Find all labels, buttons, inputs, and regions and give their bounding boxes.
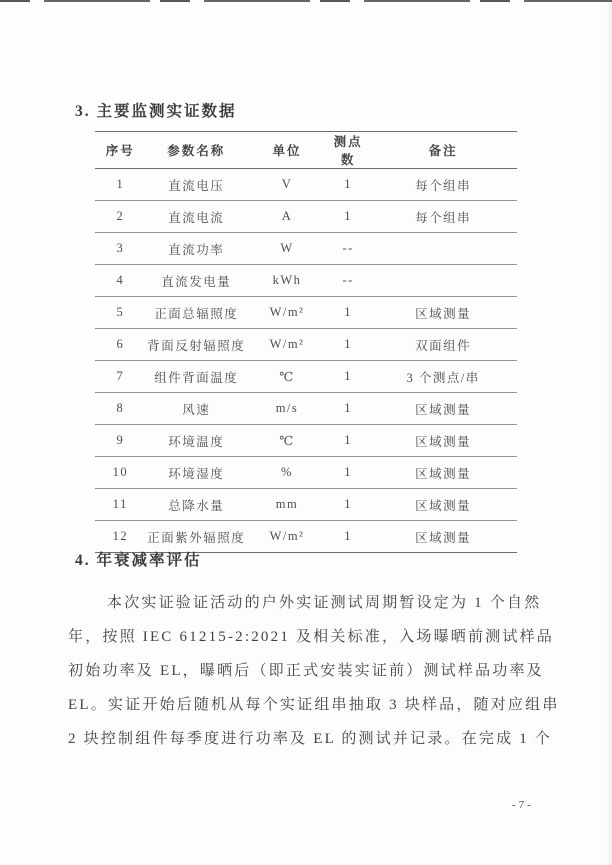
table-cell: 区域测量 (369, 457, 517, 489)
paragraph-line: 年，按照 IEC 61215-2:2021 及相关标准，入场曝晒前测试样品 (68, 629, 554, 645)
table-cell: 5 (95, 297, 146, 329)
table-cell: 3 个测点/串 (369, 361, 517, 393)
table-row (95, 169, 517, 201)
table-cell: m/s (247, 393, 327, 425)
section-4-heading: 4. 年衰减率评估 (75, 552, 202, 569)
section-3-heading: 3. 主要监测实证数据 (75, 103, 237, 120)
paragraph-line: 初始功率及 EL，曝晒后（即正式安装实证前）测试样品功率及 (68, 663, 544, 679)
table-header-row (95, 132, 517, 169)
table-cell: 正面总辐照度 (146, 297, 247, 329)
table-cell: 区域测量 (369, 425, 517, 457)
table-cell: 区域测量 (369, 489, 517, 521)
table-cell: 双面组件 (369, 329, 517, 361)
table-cell: V (247, 169, 327, 201)
table-cell: 8 (95, 393, 146, 425)
table-cell: 1 (327, 329, 369, 361)
table-row (95, 393, 517, 425)
table-cell: 直流发电量 (146, 265, 247, 297)
table-cell: 11 (95, 489, 146, 521)
scan-artifact-right-edge (606, 0, 612, 865)
table-cell: 1 (327, 169, 369, 201)
table-cell: mm (247, 489, 327, 521)
table-cell: ℃ (247, 425, 327, 457)
column-header-index: 序号 (95, 132, 146, 169)
column-header-point-count: 测点数 (327, 132, 369, 169)
section-4-paragraph (68, 586, 560, 756)
table-cell: kWh (247, 265, 327, 297)
table-row (95, 297, 517, 329)
table-cell: 环境湿度 (146, 457, 247, 489)
table-cell: 1 (327, 201, 369, 233)
monitoring-table-body (95, 169, 517, 553)
table-cell: 1 (95, 169, 146, 201)
table-row (95, 489, 517, 521)
table-cell: 每个组串 (369, 201, 517, 233)
table-cell: ℃ (247, 361, 327, 393)
table-cell: -- (327, 233, 369, 265)
table-cell: 直流功率 (146, 233, 247, 265)
table-cell: 风速 (146, 393, 247, 425)
table-cell: 1 (327, 361, 369, 393)
table-cell: 1 (327, 297, 369, 329)
table-row (95, 233, 517, 265)
table-cell: A (247, 201, 327, 233)
table-cell: 直流电压 (146, 169, 247, 201)
table-cell: % (247, 457, 327, 489)
column-header-remark: 备注 (369, 132, 517, 169)
table-cell: 1 (327, 425, 369, 457)
paragraph-line: 本次实证验证活动的户外实证测试周期暂设定为 1 个自然 (107, 595, 542, 611)
table-cell: 6 (95, 329, 146, 361)
table-cell: 区域测量 (369, 393, 517, 425)
table-cell: 直流电流 (146, 201, 247, 233)
table-cell: -- (327, 265, 369, 297)
table-cell: 1 (327, 521, 369, 553)
table-cell: W/m² (247, 521, 327, 553)
paragraph-line: EL。实证开始后随机从每个实证组串抽取 3 块样品，随对应组串 (68, 697, 560, 713)
paragraph-line: 2 块控制组件每季度进行功率及 EL 的测试并记录。在完成 1 个 (68, 731, 553, 747)
table-cell: 背面反射辐照度 (146, 329, 247, 361)
page-number: -7- (512, 799, 534, 811)
table-cell: 1 (327, 393, 369, 425)
table-cell: 正面紫外辐照度 (146, 521, 247, 553)
table-row (95, 201, 517, 233)
table-cell: 1 (327, 457, 369, 489)
table-row (95, 329, 517, 361)
table-cell: 总降水量 (146, 489, 247, 521)
column-header-unit: 单位 (247, 132, 327, 169)
table-cell: 9 (95, 425, 146, 457)
column-header-parameter: 参数名称 (146, 132, 247, 169)
table-cell: 组件背面温度 (146, 361, 247, 393)
table-row (95, 265, 517, 297)
table-cell: W/m² (247, 297, 327, 329)
table-cell: 1 (327, 489, 369, 521)
table-cell: W/m² (247, 329, 327, 361)
table-header (95, 132, 517, 169)
table-cell (369, 265, 517, 297)
table-cell: 12 (95, 521, 146, 553)
scan-artifact-top-edge (0, 0, 612, 2)
table-cell: 区域测量 (369, 297, 517, 329)
table-cell: 每个组串 (369, 169, 517, 201)
table-cell: 环境温度 (146, 425, 247, 457)
table-cell: 10 (95, 457, 146, 489)
table-cell: 区域测量 (369, 521, 517, 553)
table-cell: 3 (95, 233, 146, 265)
table-row (95, 457, 517, 489)
table-cell: 7 (95, 361, 146, 393)
table-row (95, 361, 517, 393)
table-cell (369, 233, 517, 265)
table-row (95, 425, 517, 457)
table-cell: 2 (95, 201, 146, 233)
monitoring-data-table (95, 131, 517, 553)
table-cell: W (247, 233, 327, 265)
table-cell: 4 (95, 265, 146, 297)
